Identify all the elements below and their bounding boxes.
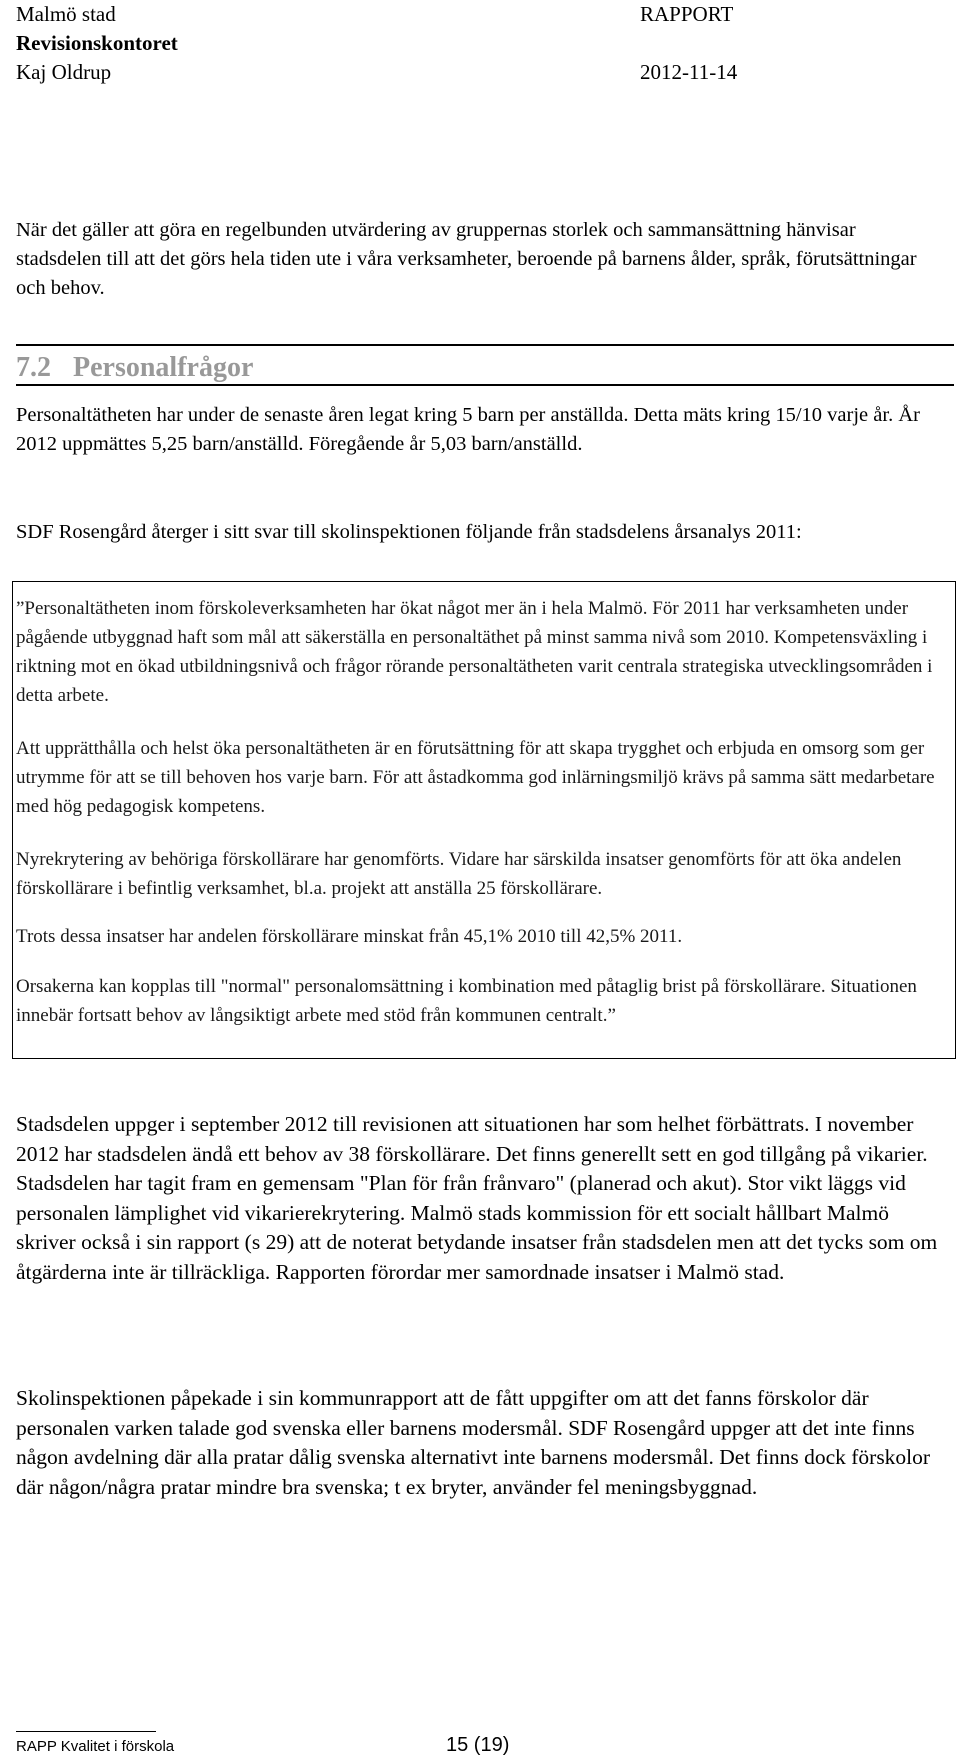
section-rule-bottom: [16, 384, 954, 386]
quote-paragraph-5: Orsakerna kan kopplas till "normal" personalomsättning i kombination med påtaglig brist på förskollärare. Situationen innebär fortsatt behov av långsiktigt arbete med stöd från kommunen centralt.”: [16, 976, 917, 1026]
section-title: Personalfrågor: [73, 352, 254, 383]
header-row-2: [16, 29, 776, 58]
quote-paragraph-1: ”Personaltätheten inom förskoleverksamheten har ökat något mer än i hela Malmö. För 2011 har verksamheten under pågående utbyggnad haft som mål att säkerställa en personaltäthet på minst samma nivå som 2010. Kompetensväxling i riktning mot en ökad utbildningsnivå och frågor rörande personaltätheten varit centrala strategiska utvecklingsområden i detta arbete.: [16, 598, 933, 706]
page-header: [16, 0, 776, 87]
september-paragraph: Stadsdelen uppger i september 2012 till revisionen att situationen har som helhet förbättrats. I november 2012 har stadsdelen ändå ett behov av 38 förskollärare. Det finns generellt sett en god tillgång på vikarier. Stadsdelen har tagit fram en gemensam "Plan för från frånvaro" (planerad och akut). Stor vikt läggs vid personalen lämplighet vid vikarierekrytering. Malmö stads kommission för ett socialt hållbart Malmö skriver också i sin rapport (s 29) att de noterat betydande insatser från stadsdelen men att det tycks som om åtgärderna inte är tillräckliga. Rapporten förordar mer samordnade insatser i Malmö stad.: [16, 1112, 938, 1284]
header-row-3: [16, 58, 776, 87]
header-doc-type: RAPPORT: [640, 2, 734, 26]
sdf-paragraph: SDF Rosengård återger i sitt svar till skolinspektionen följande från stadsdelens årsanalys 2011:: [16, 521, 802, 543]
footer-rule: [16, 1731, 156, 1732]
footer-page-number: 15 (19): [446, 1734, 510, 1756]
header-row-1: [16, 0, 776, 29]
intro-paragraph: När det gäller att göra en regelbunden utvärdering av gruppernas storlek och sammansättning hänvisar stadsdelen till att det görs hela tiden ute i våra verksamheter, beroende på barnens ålder, språk, förutsättningar och behov.: [16, 219, 917, 299]
header-author: Kaj Oldrup: [16, 60, 112, 84]
quote-paragraph-4: Trots dessa insatser har andelen förskollärare minskat från 45,1% 2010 till 42,5% 2011.: [16, 926, 683, 947]
skolinspektionen-paragraph: Skolinspektionen påpekade i sin kommunrapport att de fått uppgifter om att det fanns förskolor där personalen varken talade god svenska eller barnens modersmål. SDF Rosengård uppger att det inte finns någon avdelning där alla pratar dålig svenska alternativt inte barnens modersmål. Det finns dock förskolor där någon/några pratar mindre bra svenska; t ex bryter, använder fel meningsbyggnad.: [16, 1386, 931, 1499]
section-heading: [16, 351, 253, 385]
header-date: 2012-11-14: [640, 60, 738, 84]
section-rule-top: [16, 344, 954, 346]
quote-paragraph-2: Att upprätthålla och helst öka personaltätheten är en förutsättning för att skapa trygghet och erbjuda en omsorg som ger utrymme för att se till behoven hos varje barn. För att åstadkomma god inlärningsmiljö krävs på samma sätt medarbetare med hög pedagogisk kompetens.: [16, 738, 935, 817]
section-number: 7.2: [16, 352, 51, 383]
footer-doc-name: RAPP Kvalitet i förskola: [16, 1738, 175, 1755]
header-org: Malmö stad: [16, 2, 116, 26]
header-dept: Revisionskontoret: [16, 31, 178, 55]
staff-density-paragraph: Personaltätheten har under de senaste åren legat kring 5 barn per anställda. Detta mäts kring 15/10 varje år. År 2012 uppmättes 5,25 barn/anställd. Föregående år 5,03 barn/anställd.: [16, 404, 920, 455]
quote-paragraph-3: Nyrekrytering av behöriga förskollärare har genomförts. Vidare har särskilda insatser genomförts för att öka andelen förskollärare i befintlig verksamhet, bl.a. projekt att anställa 25 förskollärare.: [16, 849, 902, 899]
